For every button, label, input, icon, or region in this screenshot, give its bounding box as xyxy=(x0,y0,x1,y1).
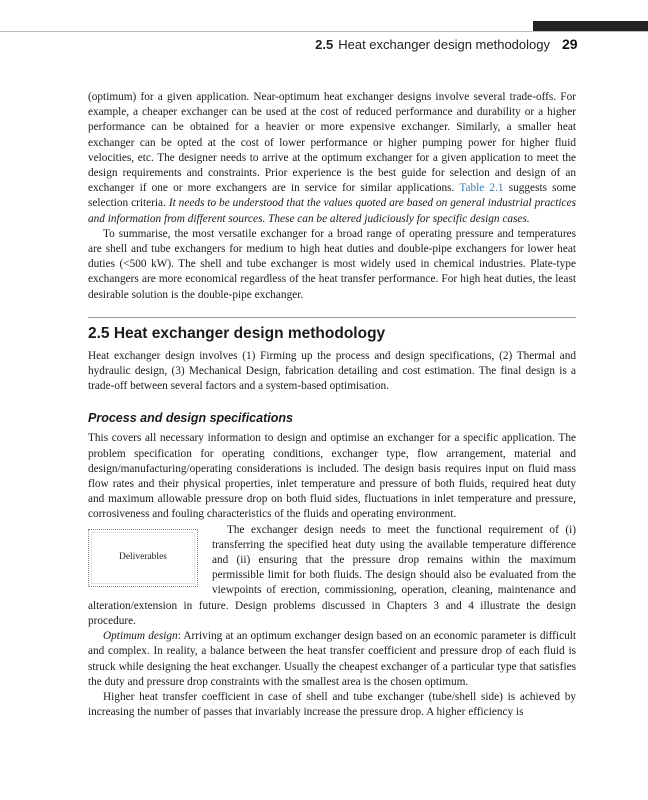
header-accent-bar xyxy=(533,21,648,31)
header-rule xyxy=(0,31,648,32)
intro-paragraph-1-text: (optimum) for a given application. Near-optimum heat exchanger designs involve several trade-offs. For example, a cheaper exchanger can be used at the cost of reduced performance and durability or a higher performance can be obtained for a heavier or more expensive exchanger. Similarly, a smaller heat exchanger can be opted at the cost of lower performance or higher pumping power for higher fluid velocities, etc. The designer needs to arrive at the optimum exchanger for a given application to meet the design requirements and constraints. Prior experience is the best guide for selection and design of an exchanger if one or more exchangers are in service for similar applications. xyxy=(88,91,576,195)
table-2-1-link[interactable]: Table 2.1 xyxy=(459,182,504,195)
intro-paragraph-1-continuation: suggests some selection criteria. xyxy=(88,182,577,210)
optimum-design-text: : Arriving at an optimum exchanger design based on an economic parameter is difficult and complex. In reality, a balance between the heat transfer coefficient and pressure drop of each fluid is struck while designing the heat exchanger. Usually the cheapest exchanger of a particular type that satisfies the duty and pressure drop constraints with the smallest area is the chosen optimum. xyxy=(88,630,577,688)
subsection-paragraph-1: This covers all necessary information to design and optimise an exchanger for a specific application. The problem specification for operating conditions, exchanger type, flow arrangement, material and design/manufacturing/operating considerations is included. The design basis requires input on fluid mass flow rates and their physical properties, inlet temperature and pressure of both fluids, required heat duty and maximum allowable pressure drop on both fluid sides, fluctuations in inlet temperature and pressure, corrosiveness and fouling characteristics of the fluids and operating environment. xyxy=(88,432,576,521)
section-divider xyxy=(88,317,576,318)
intro-paragraph-1-italic-note: It needs to be understood that the values quoted are based on general industrial practices and information from different sources. These can be altered judiciously for specific design cases. xyxy=(88,197,576,225)
running-head-title: Heat exchanger design methodology xyxy=(338,37,550,52)
optimum-design-paragraph xyxy=(88,629,576,690)
subsection-paragraph-4: Higher heat transfer coefficient in case of shell and tube exchanger (tube/shell side) is achieved by increasing the number of passes that invariably increase the pressure drop. A higher efficiency is xyxy=(88,690,576,719)
optimum-design-term: Optimum design xyxy=(103,630,178,643)
deliverables-margin-box xyxy=(88,529,198,587)
deliverables-label: Deliverables xyxy=(118,552,167,563)
deliverables-block xyxy=(88,523,576,629)
page-number: 29 xyxy=(562,36,578,52)
running-head xyxy=(315,37,550,52)
running-head-section-number: 2.5 xyxy=(315,37,334,52)
section-heading: 2.5 Heat exchanger design methodology xyxy=(88,324,386,342)
section-paragraph-1: Heat exchanger design involves (1) Firming up the process and design specifications, (2) Thermal and hydraulic design, (3) Mechanical Design, fabrication detailing and cost estimation. The final design is a trade-off between several factors and a system-based optimisation. xyxy=(88,349,576,393)
intro-paragraph-2: To summarise, the most versatile exchanger for a broad range of operating pressure and temperatures are shell and tube exchangers for medium to high heat duties and double-pipe exchangers for lower heat duties (<500 kW). The shell and tube exchanger is most widely used in chemical industries. Plate-type exchangers are more economical regardless of the heat transfer performance. For high heat duties, the least desirable solution is the double-pipe exchanger. xyxy=(88,227,576,301)
subsection-paragraph-2: The exchanger design needs to meet the functional requirement of (i) transferring the specified heat duty using the available temperature difference and (ii) ensuring that the pressure drop remains within the maximum permissible limit for both fluids. The design should also be evaluated from the viewpoints of erection, commissioning, operation, cleaning, maintenance and alteration/extension in future. Design problems discussed in Chapters 3 and 4 illustrate the design procedure. xyxy=(88,523,576,627)
intro-paragraph-1 xyxy=(88,90,576,227)
subsection-heading: Process and design specifications xyxy=(88,411,293,426)
page-body xyxy=(88,90,576,720)
